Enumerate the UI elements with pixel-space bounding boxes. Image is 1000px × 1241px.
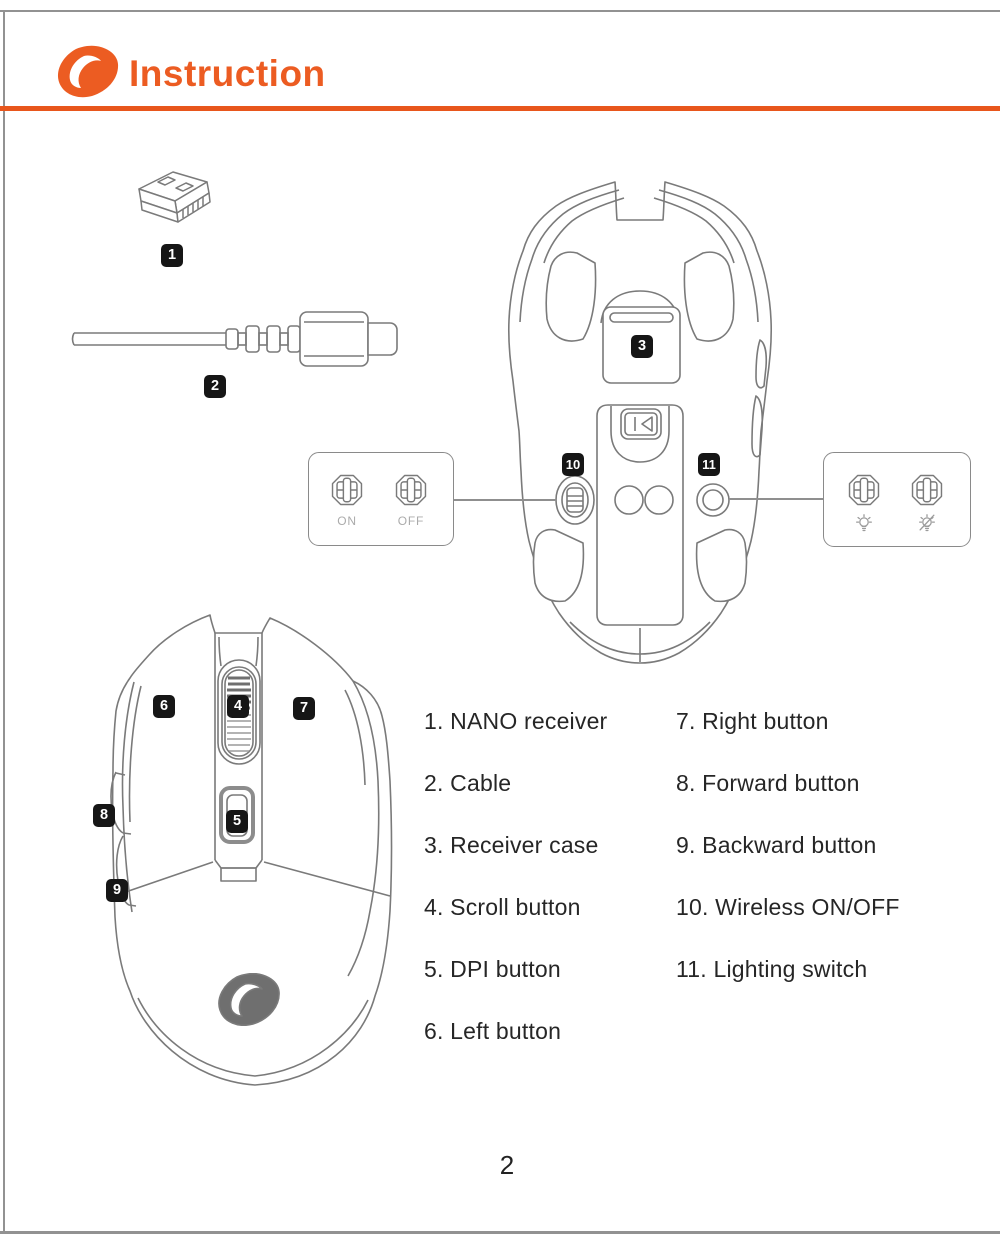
cable-badge: 2 bbox=[204, 375, 226, 398]
legend-item-receiver-case: 3. Receiver case bbox=[424, 832, 599, 858]
dpi-button-badge: 5 bbox=[226, 810, 248, 833]
right-button-badge: 7 bbox=[293, 697, 315, 720]
off-label: OFF bbox=[397, 514, 425, 528]
wireless-switch-badge: 10 bbox=[562, 453, 584, 476]
scroll-button-badge: 4 bbox=[227, 695, 249, 718]
legend-item-left-button: 6. Left button bbox=[424, 1018, 562, 1044]
legend-item-wireless-onoff: 10. Wireless ON/OFF bbox=[676, 894, 900, 920]
brand-logo-icon bbox=[57, 45, 119, 98]
mouse-bottom-view-drawing bbox=[493, 170, 779, 670]
bulb-on-icon bbox=[853, 512, 875, 534]
wireless-off-switch-icon bbox=[392, 471, 430, 509]
left-button-badge: 6 bbox=[153, 695, 175, 718]
legend-item-nano-receiver: 1. NANO receiver bbox=[424, 708, 608, 734]
mouse-top-view-drawing bbox=[108, 610, 396, 1092]
legend-item-right-button: 7. Right button bbox=[676, 708, 829, 734]
legend-item-cable: 2. Cable bbox=[424, 770, 512, 796]
receiver-case-badge: 3 bbox=[631, 335, 653, 358]
forward-button-badge: 8 bbox=[93, 804, 115, 827]
legend-item-forward-button: 8. Forward button bbox=[676, 770, 860, 796]
page-border-left bbox=[3, 10, 5, 1233]
light-on-switch-icon bbox=[845, 471, 883, 509]
cable-drawing bbox=[68, 302, 403, 377]
backward-button-badge: 9 bbox=[106, 879, 128, 902]
lighting-switch-badge: 11 bbox=[698, 453, 720, 476]
header-divider bbox=[0, 106, 1000, 111]
page-number: 2 bbox=[499, 1150, 515, 1180]
lighting-callout-connector-line bbox=[729, 498, 823, 500]
wireless-callout-connector-line bbox=[454, 499, 556, 501]
light-off-switch-icon bbox=[908, 471, 946, 509]
nano-receiver-badge: 1 bbox=[161, 244, 183, 267]
legend-item-dpi-button: 5. DPI button bbox=[424, 956, 561, 982]
nano-receiver-drawing bbox=[128, 166, 220, 232]
page-border-top bbox=[0, 10, 1000, 12]
legend-item-scroll-button: 4. Scroll button bbox=[424, 894, 581, 920]
legend-item-backward-button: 9. Backward button bbox=[676, 832, 877, 858]
bulb-off-icon bbox=[916, 512, 938, 534]
page-title: Instruction bbox=[129, 53, 326, 94]
page-border-bottom bbox=[0, 1231, 1000, 1234]
legend-item-lighting-switch: 11. Lighting switch bbox=[676, 956, 868, 982]
on-label: ON bbox=[337, 514, 357, 528]
wireless-on-switch-icon bbox=[328, 471, 366, 509]
